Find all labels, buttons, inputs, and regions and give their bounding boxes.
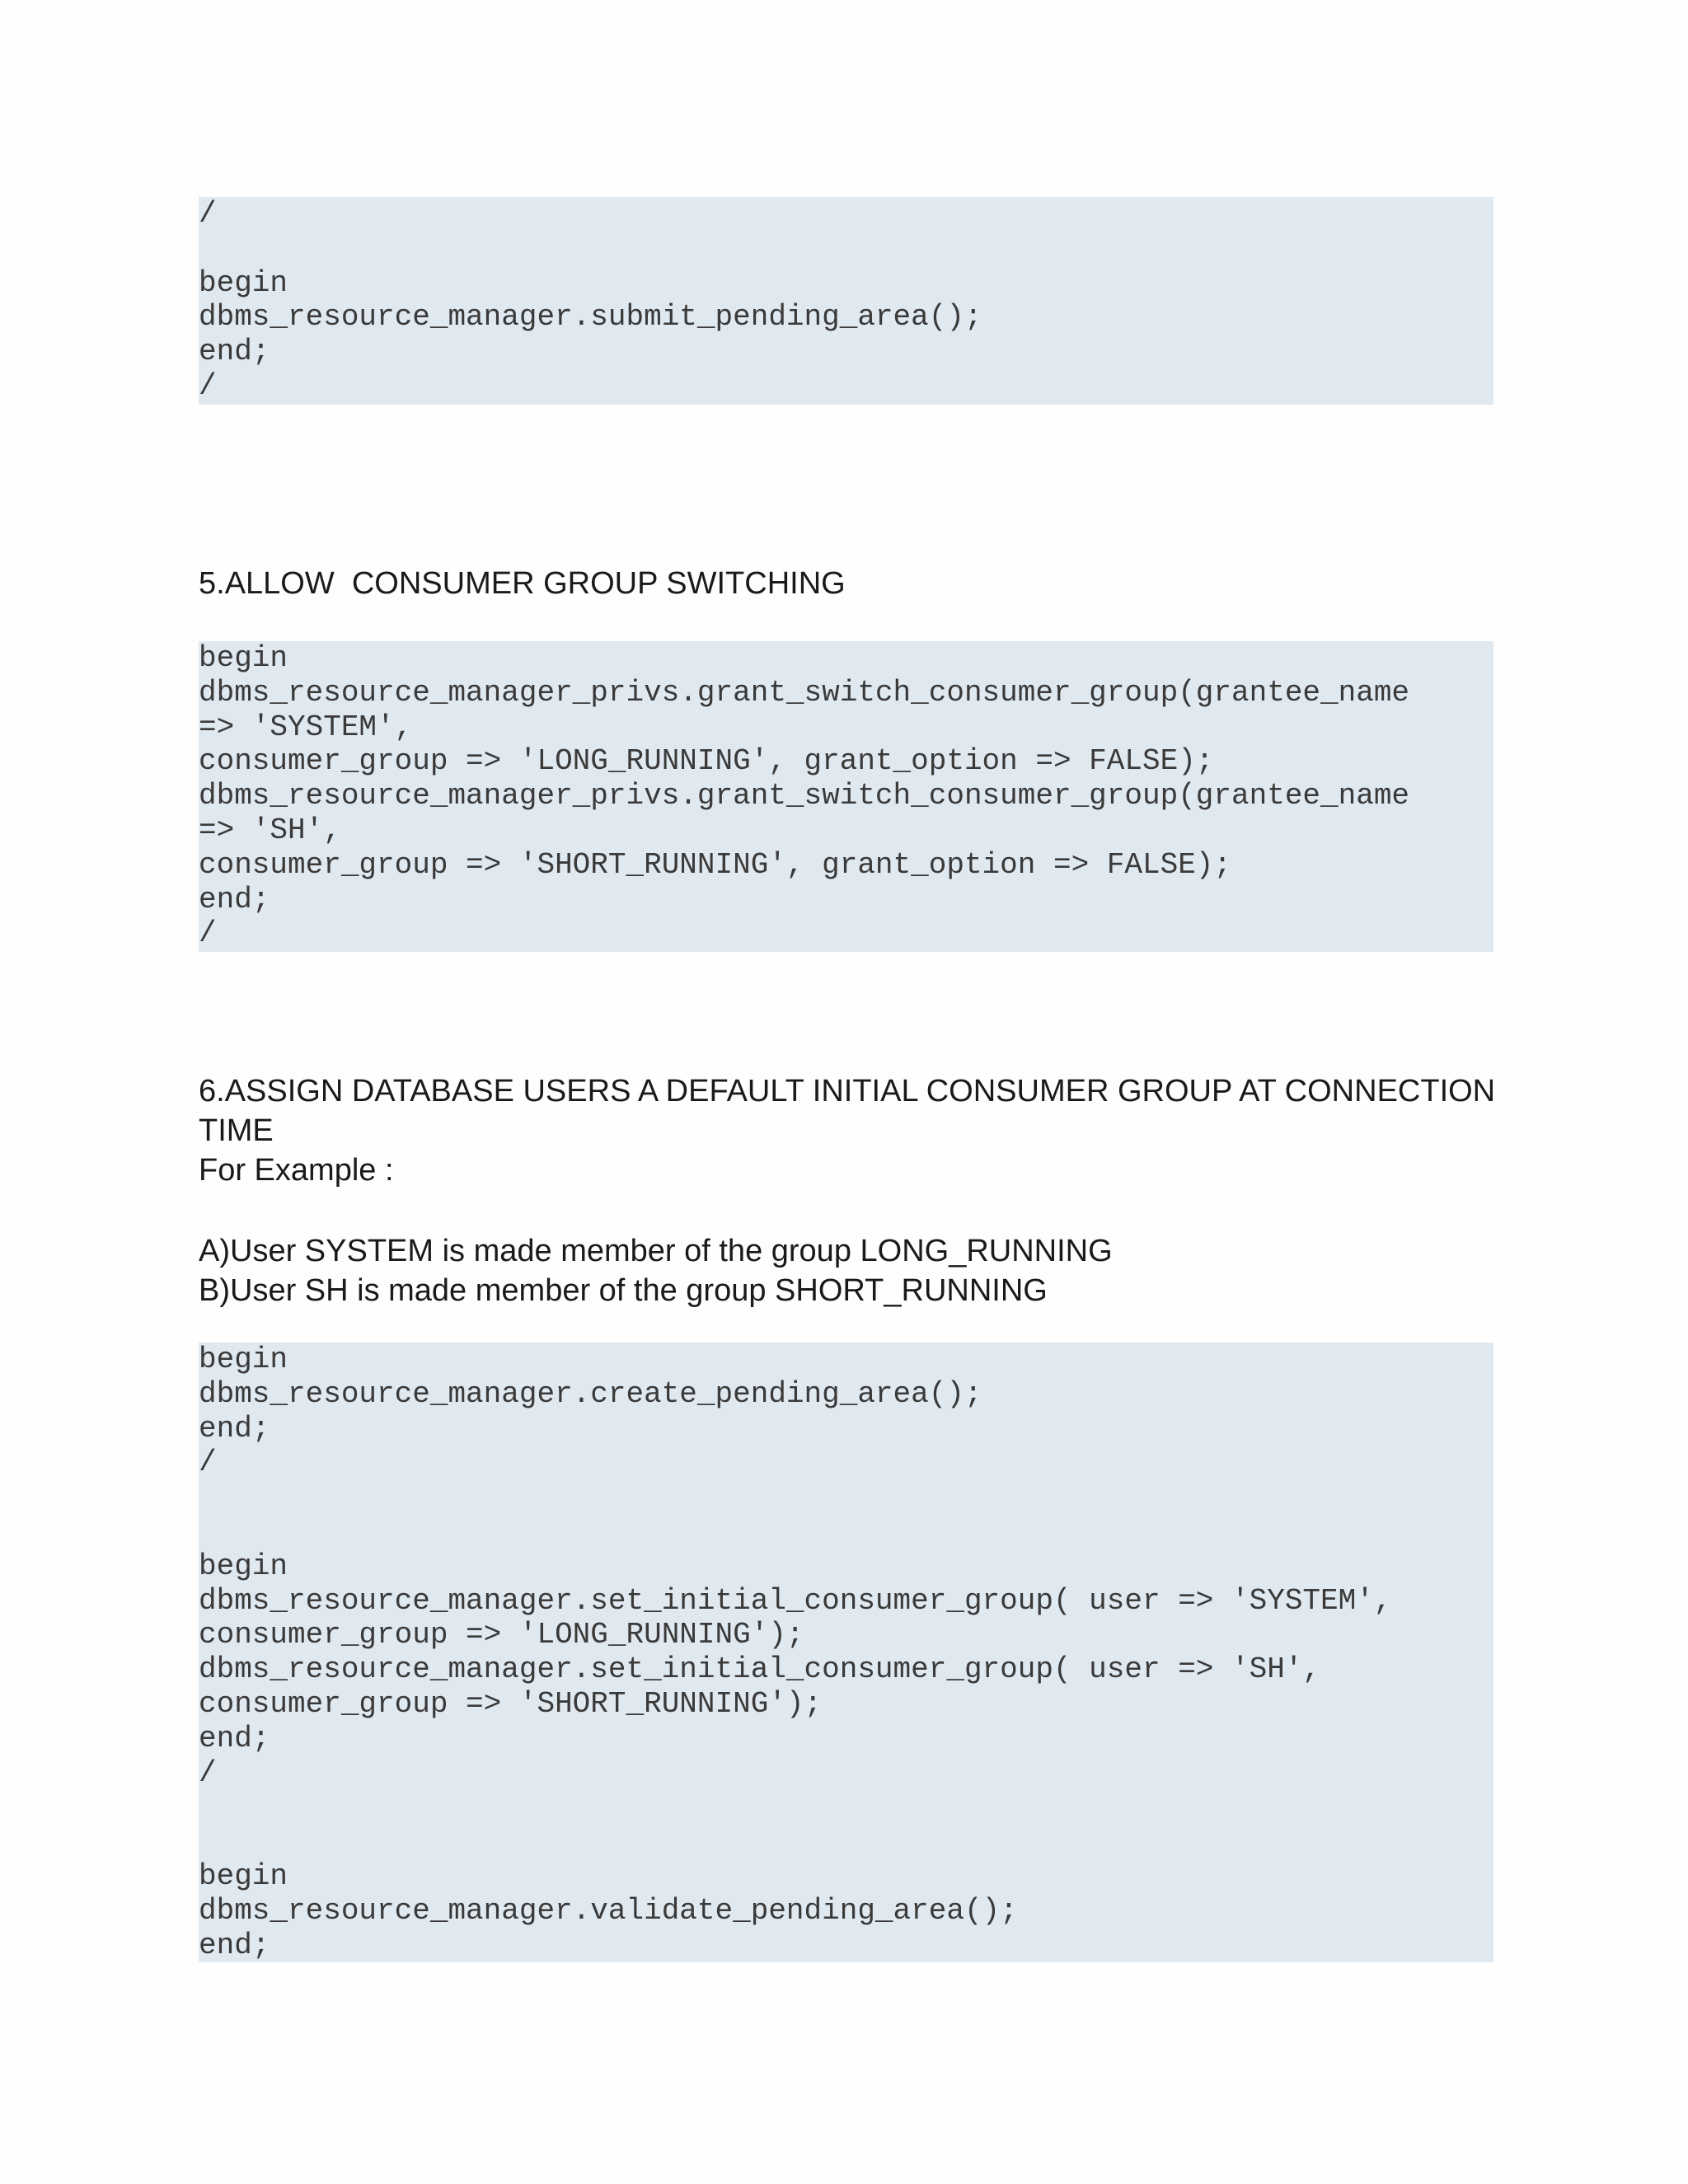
code-line: dbms_resource_manager_privs.grant_switch_consumer_group(grantee_name	[199, 675, 1410, 710]
code-line: end;	[199, 1411, 270, 1446]
code-line: end;	[199, 882, 270, 916]
code-line: begin	[199, 1858, 288, 1893]
code-line: consumer_group => 'LONG_RUNNING', grant_option => FALSE);	[199, 744, 1214, 779]
code-line: end;	[199, 1928, 270, 1962]
code-line: begin	[199, 1549, 288, 1583]
code-block-grant-switch	[199, 641, 1493, 952]
code-line: => 'SYSTEM',	[199, 710, 413, 744]
example-item-b: B)User SH is made member of the group SHORT_RUNNING	[199, 1273, 1048, 1308]
code-line: /	[199, 197, 217, 231]
code-line: consumer_group => 'LONG_RUNNING');	[199, 1618, 804, 1652]
code-line: end;	[199, 1721, 270, 1755]
code-line: dbms_resource_manager_privs.grant_switch_consumer_group(grantee_name	[199, 779, 1410, 813]
code-line: begin	[199, 1343, 288, 1376]
code-line: begin	[199, 641, 288, 675]
code-line: consumer_group => 'SHORT_RUNNING');	[199, 1686, 823, 1721]
code-line: end;	[199, 335, 270, 369]
example-item-a: A)User SYSTEM is made member of the group LONG_RUNNING	[199, 1234, 1113, 1268]
code-block-initial-consumer-group	[199, 1343, 1493, 1962]
code-line: /	[199, 1446, 217, 1480]
code-line: dbms_resource_manager.create_pending_area();	[199, 1376, 982, 1411]
code-line: dbms_resource_manager.validate_pending_area();	[199, 1893, 1018, 1928]
example-label: For Example :	[199, 1153, 394, 1188]
section-heading-5: 5.ALLOW CONSUMER GROUP SWITCHING	[199, 566, 846, 601]
code-lines	[199, 641, 1493, 951]
code-line: consumer_group => 'SHORT_RUNNING', grant_option => FALSE);	[199, 847, 1232, 882]
code-block-submit-pending-area	[199, 197, 1493, 405]
code-line: dbms_resource_manager.set_initial_consumer_group( user => 'SYSTEM',	[199, 1583, 1392, 1618]
code-line: /	[199, 1755, 217, 1790]
code-lines	[199, 197, 1493, 404]
section-heading-6-cont: TIME	[199, 1113, 274, 1148]
code-line: /	[199, 916, 217, 951]
code-line: dbms_resource_manager.submit_pending_area();	[199, 300, 982, 335]
code-line: /	[199, 368, 217, 403]
section-heading-6: 6.ASSIGN DATABASE USERS A DEFAULT INITIAL CONSUMER GROUP AT CONNECTION	[199, 1074, 1496, 1108]
code-line: => 'SH',	[199, 813, 341, 847]
code-lines	[199, 1343, 1493, 1962]
code-line: dbms_resource_manager.set_initial_consumer_group( user => 'SH',	[199, 1652, 1321, 1687]
code-line: begin	[199, 265, 288, 300]
